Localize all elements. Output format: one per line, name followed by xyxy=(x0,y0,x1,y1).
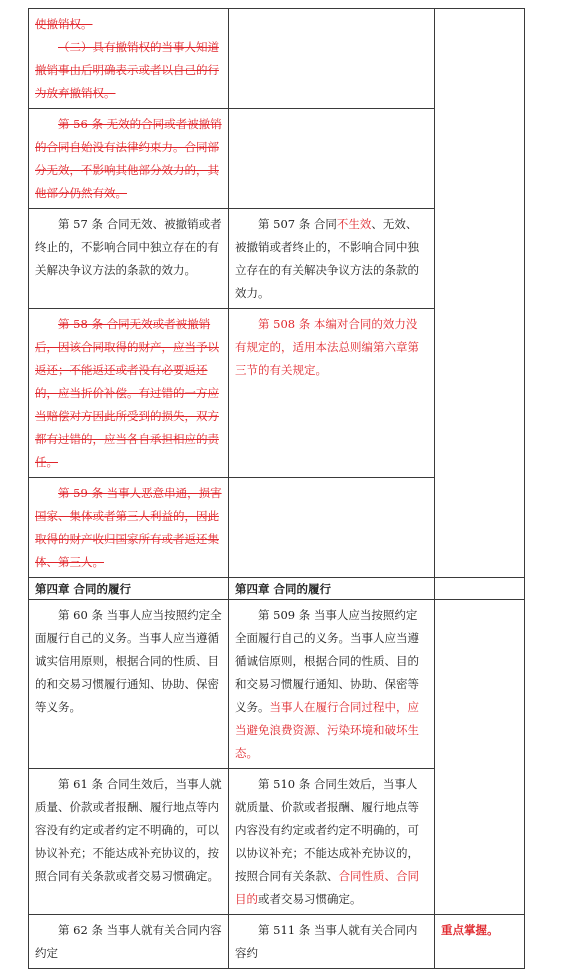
old-law-cell xyxy=(29,769,229,915)
article-text: 第 62 条 当事人就有关合同内容约定 xyxy=(35,923,222,960)
deleted-text: （二）具有撤销权的当事人知道撤销事由后明确表示或者以自己的行为放弃撤销权。 xyxy=(35,40,219,100)
article-text-part: 第 510 条 合同生效后，当事人就质量、价款或者报酬、履行地点等内容没有约定或者约定不明确的，可以协议补充；不能达成补充协议的，按照合同有关条款、 xyxy=(235,777,419,883)
article-text: 第 61 条 合同生效后，当事人就质量、价款或者报酬、履行地点等内容没有约定或者约定不明确的，可以协议补充；不能达成补充协议的，按照合同有关条款或者交易习惯确定。 xyxy=(35,777,222,883)
deleted-text: 第 58 条 合同无效或者被撤销后，因该合同取得的财产，应当予以返还；不能返还或者没有必要返还的，应当折价补偿。有过错的一方应当赔偿对方因此所受到的损失，双方都有过错的，应当各自承担相应的责任。 xyxy=(35,317,219,469)
table-row xyxy=(29,600,525,769)
new-law-cell xyxy=(229,915,435,969)
article-text-part: 第 507 条 合同 xyxy=(258,217,337,231)
old-law-cell xyxy=(29,9,229,109)
article-text-part: 、无效、被撤销或者终止的，不影响合同中独立存在的有关解决争议方法的条款的效力。 xyxy=(235,217,419,300)
note-cell xyxy=(435,600,525,915)
new-law-cell xyxy=(229,109,435,209)
new-law-cell xyxy=(229,209,435,309)
article-text-part: 或者交易习惯确定。 xyxy=(258,892,362,906)
article-text xyxy=(235,604,428,765)
article-text xyxy=(235,213,428,305)
article-text-part: 第 509 条 当事人应当按照约定全面履行自己的义务。当事人应当遵循诚信原则，根据合同的性质、目的和交易习惯履行通知、协助、保密等义务。 xyxy=(235,608,419,714)
new-law-cell xyxy=(229,478,435,578)
law-comparison-table xyxy=(28,8,525,969)
chapter-heading-new: 第四章 合同的履行 xyxy=(229,578,435,600)
old-law-cell xyxy=(29,109,229,209)
article-text: 第 511 条 当事人就有关合同内容约 xyxy=(235,923,418,960)
note-cell xyxy=(435,9,525,578)
added-text: 第 508 条 本编对合同的效力没有规定的，适用本法总则编第六章第三节的有关规定。 xyxy=(235,317,419,377)
chapter-heading-old: 第四章 合同的履行 xyxy=(29,578,229,600)
deleted-text: 第 59 条 当事人恶意串通，损害国家、集体或者第三人利益的，因此取得的财产收归国家所有或者返还集体、第三人。 xyxy=(35,486,222,569)
old-law-cell xyxy=(29,309,229,478)
note-cell xyxy=(435,578,525,600)
old-law-cell xyxy=(29,209,229,309)
old-law-cell xyxy=(29,600,229,769)
deleted-text: 第 56 条 无效的合同或者被撤销的合同自始没有法律约束力。合同部分无效，不影响其他部分效力的，其他部分仍然有效。 xyxy=(35,117,222,200)
added-text: 不生效 xyxy=(336,217,372,231)
new-law-cell xyxy=(229,9,435,109)
law-comparison-page xyxy=(28,8,524,960)
table-row xyxy=(29,578,525,600)
study-note: 重点掌握。 xyxy=(441,923,499,937)
note-cell xyxy=(435,915,525,969)
new-law-cell xyxy=(229,600,435,769)
article-text: 第 60 条 当事人应当按照约定全面履行自己的义务。当事人应当遵循诚实信用原则，根据合同的性质、目的和交易习惯履行通知、协助、保密等义务。 xyxy=(35,608,222,714)
article-text: 第 57 条 合同无效、被撤销或者终止的，不影响合同中独立存在的有关解决争议方法的条款的效力。 xyxy=(35,217,222,277)
old-law-cell xyxy=(29,478,229,578)
deleted-text: 使撤销权。 xyxy=(35,17,93,31)
added-text: 当事人在履行合同过程中，应当避免浪费资源、污染环境和破坏生态。 xyxy=(235,700,419,760)
added-text: 合同性质、合同目的 xyxy=(235,869,419,906)
new-law-cell xyxy=(229,309,435,478)
table-row xyxy=(29,9,525,109)
article-text xyxy=(235,773,428,911)
new-law-cell xyxy=(229,769,435,915)
old-law-cell xyxy=(29,915,229,969)
table-row xyxy=(29,915,525,969)
